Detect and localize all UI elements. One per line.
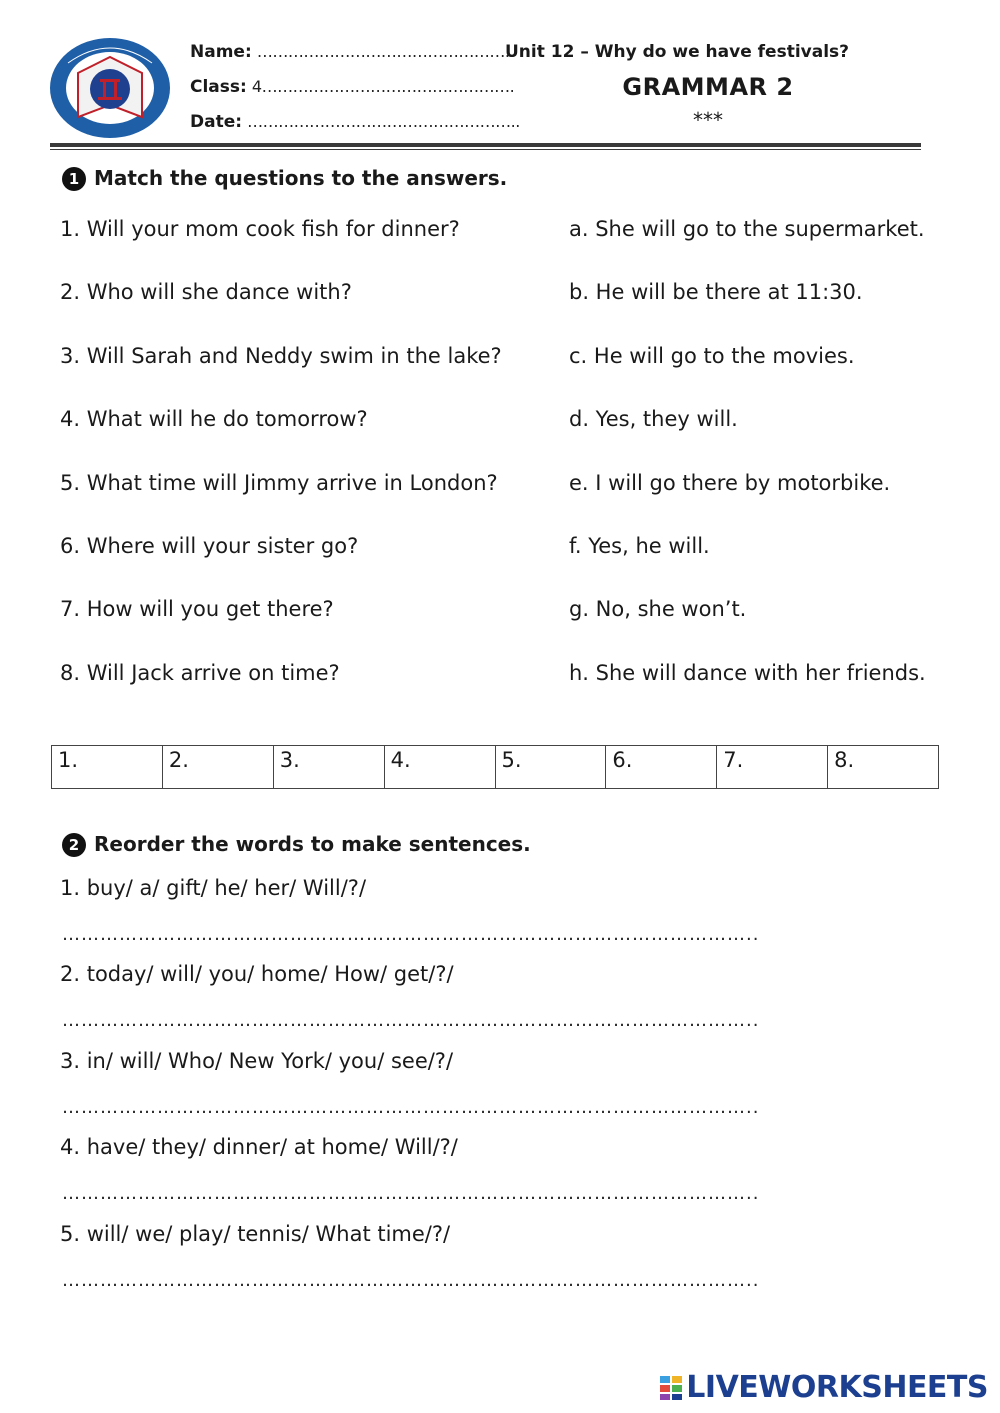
liveworksheets-brand: LIVEWORKSHEETS [686, 1370, 988, 1405]
answer-item: e. I will go there by motorbike. [569, 471, 891, 495]
answer-cell-8[interactable]: 8. [828, 746, 939, 789]
section1-heading [62, 166, 507, 191]
section2-title: Reorder the words to make sentences. [94, 832, 531, 856]
answer-cell-1[interactable]: 1. [52, 746, 163, 789]
date-field[interactable]: …………………………………………….. [247, 112, 520, 131]
header-divider [50, 143, 921, 147]
answer-line[interactable]: ……………………………………………………………………………………………….. [62, 1010, 760, 1031]
answer-cell-6[interactable]: 6. [606, 746, 717, 789]
answer-cell-2[interactable]: 2. [162, 746, 273, 789]
answer-table [51, 745, 939, 789]
question-item: 6. Where will your sister go? [60, 534, 359, 558]
section1-title: Match the questions to the answers. [94, 166, 508, 190]
school-logo [48, 33, 174, 139]
class-field[interactable]: 4…………………………………………. [251, 77, 515, 96]
reorder-item: 1. buy/ a/ gift/ he/ her/ Will/?/ [60, 876, 367, 900]
class-row [190, 77, 514, 97]
section1-number: 1 [62, 167, 86, 191]
answer-item: f. Yes, he will. [569, 534, 710, 558]
answer-cell-5[interactable]: 5. [495, 746, 606, 789]
unit-title: Unit 12 – Why do we have festivals? [505, 42, 850, 62]
reorder-item: 3. in/ will/ Who/ New York/ you/ see/?/ [60, 1049, 454, 1073]
name-row [190, 42, 509, 62]
liveworksheets-icon [660, 1373, 682, 1408]
question-item: 7. How will you get there? [60, 597, 334, 621]
question-item: 8. Will Jack arrive on time? [60, 661, 340, 685]
answer-line[interactable]: ……………………………………………………………………………………………….. [62, 1097, 760, 1118]
liveworksheets-logo [660, 1370, 988, 1408]
worksheet-title: GRAMMAR 2 [622, 73, 794, 101]
table-row [52, 746, 939, 789]
answer-item: b. He will be there at 11:30. [569, 280, 863, 304]
answer-item: g. No, she won’t. [569, 597, 747, 621]
question-item: 1. Will your mom cook fish for dinner? [60, 217, 460, 241]
date-label: Date: [190, 112, 243, 132]
reorder-item: 5. will/ we/ play/ tennis/ What time/?/ [60, 1222, 451, 1246]
answer-cell-3[interactable]: 3. [273, 746, 384, 789]
header-divider-thin [50, 149, 921, 150]
name-label: Name: [190, 42, 252, 62]
section2-number: 2 [62, 833, 86, 857]
name-field[interactable]: …………………………………………. [256, 42, 510, 61]
reorder-item: 4. have/ they/ dinner/ at home/ Will/?/ [60, 1135, 458, 1159]
date-row [190, 112, 520, 132]
answer-line[interactable]: ……………………………………………………………………………………………….. [62, 924, 760, 945]
answer-line[interactable]: ……………………………………………………………………………………………….. [62, 1183, 760, 1204]
answer-line[interactable]: ……………………………………………………………………………………………….. [62, 1270, 760, 1291]
answer-item: h. She will dance with her friends. [569, 661, 926, 685]
answer-cell-4[interactable]: 4. [384, 746, 495, 789]
answer-item: a. She will go to the supermarket. [569, 217, 925, 241]
class-label: Class: [190, 77, 247, 97]
section2-heading [62, 832, 531, 857]
answer-cell-7[interactable]: 7. [717, 746, 828, 789]
answer-item: d. Yes, they will. [569, 407, 738, 431]
title-stars: *** [693, 108, 723, 132]
question-item: 2. Who will she dance with? [60, 280, 352, 304]
question-item: 3. Will Sarah and Neddy swim in the lake? [60, 344, 502, 368]
reorder-item: 2. today/ will/ you/ home/ How/ get/?/ [60, 962, 454, 986]
question-item: 4. What will he do tomorrow? [60, 407, 368, 431]
question-item: 5. What time will Jimmy arrive in London? [60, 471, 498, 495]
answer-item: c. He will go to the movies. [569, 344, 855, 368]
